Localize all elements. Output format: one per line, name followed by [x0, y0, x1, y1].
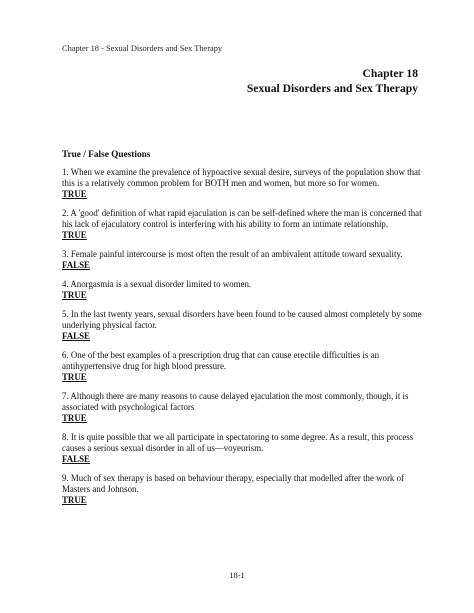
question-item — [62, 473, 424, 506]
question-item — [62, 350, 424, 383]
question-text: 4. Anorgasmia is a sexual disorder limited to women. — [62, 279, 252, 289]
running-header: Chapter 18 - Sexual Disorders and Sex Therapy — [62, 44, 223, 53]
chapter-number: Chapter 18 — [362, 67, 418, 80]
answer-label: TRUE — [62, 189, 87, 199]
answer-label: TRUE — [62, 290, 87, 300]
question-text: 7. Although there are many reasons to cause delayed ejaculation the most commonly, though, it is associated with psychological factors — [62, 391, 409, 412]
question-item — [62, 208, 424, 241]
question-item — [62, 167, 424, 200]
answer-label: TRUE — [62, 372, 87, 382]
answer-label: FALSE — [62, 454, 90, 464]
question-text: 2. A 'good' definition of what rapid ejaculation is can be self-defined where the man is concerned that his lack of ejaculatory control is interfering with his ability to form an intimate relationship. — [62, 208, 422, 229]
page-number: 18-1 — [229, 571, 245, 580]
question-text: 8. It is quite possible that we all participate in spectatoring to some degree. As a result, this process causes a serious sexual disorder in all of us—voyeurism. — [62, 432, 414, 453]
answer-label: FALSE — [62, 260, 90, 270]
question-text: 9. Much of sex therapy is based on behaviour therapy, especially that modelled after the work of Masters and Johnson. — [62, 473, 404, 494]
chapter-title-block — [247, 66, 418, 96]
section-heading: True / False Questions — [62, 150, 151, 160]
question-text: 5. In the last twenty years, sexual disorders have been found to be caused almost completely by some underlying physical factor. — [62, 309, 422, 330]
chapter-subtitle: Sexual Disorders and Sex Therapy — [246, 82, 418, 95]
question-item — [62, 249, 424, 271]
question-list — [62, 167, 424, 514]
answer-label: FALSE — [62, 331, 90, 341]
question-text: 6. One of the best examples of a prescription drug that can cause erectile difficulties is an antihypertensive drug for high blood pressure. — [62, 350, 380, 371]
question-item — [62, 432, 424, 465]
question-item — [62, 309, 424, 342]
answer-label: TRUE — [62, 413, 87, 423]
question-text: 1. When we examine the prevalence of hypoactive sexual desire, surveys of the population show that this is a relatively common problem for BOTH men and women, but more so for women. — [62, 167, 421, 188]
answer-label: TRUE — [62, 495, 87, 505]
question-item — [62, 279, 424, 301]
question-item — [62, 391, 424, 424]
answer-label: TRUE — [62, 230, 87, 240]
question-text: 3. Female painful intercourse is most often the result of an ambivalent attitude toward sexuality. — [62, 249, 403, 259]
